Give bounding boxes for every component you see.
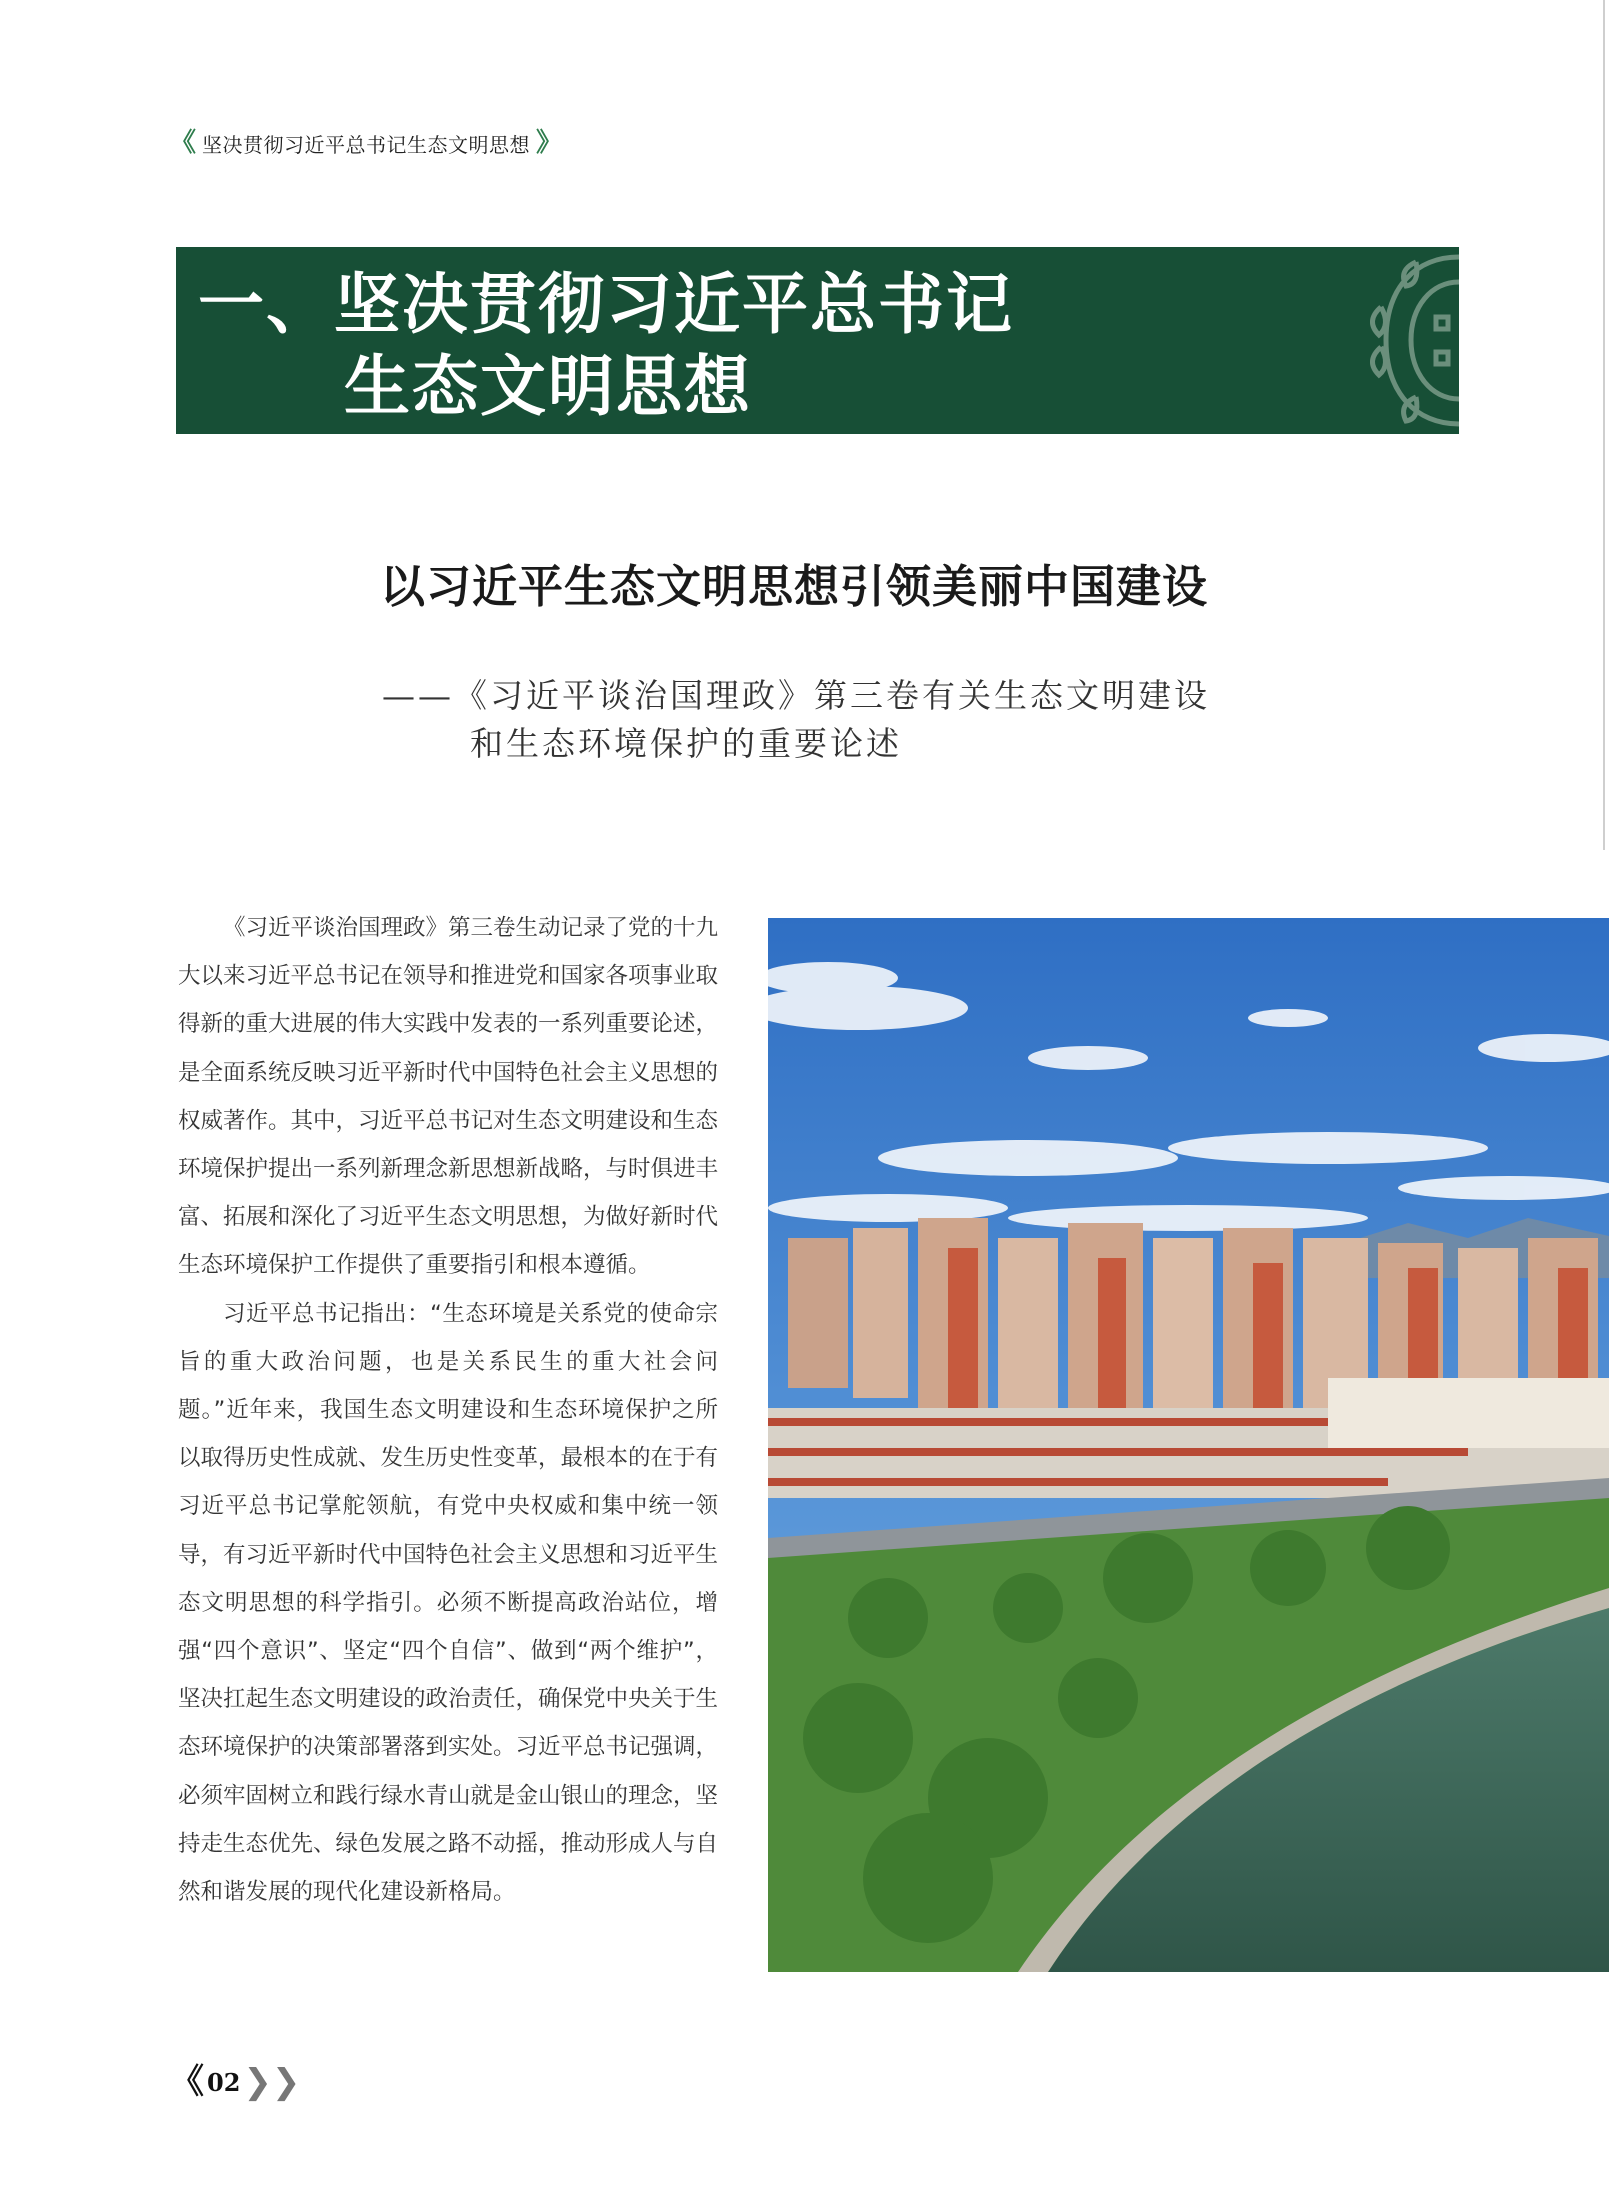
page-number-text: 02 [207, 2067, 241, 2097]
section-title-line1: 一、坚决贯彻习近平总书记 [198, 266, 1014, 343]
page-left-bracket: 《 [170, 2062, 204, 2102]
subtitle-line1: ——《习近平谈治国理政》第三卷有关生态文明建设 [382, 676, 1210, 715]
running-header-text: 坚决贯彻习近平总书记生态文明思想 [202, 132, 531, 157]
page-edge-line [1603, 0, 1605, 850]
left-bracket-mark: 《 [170, 128, 197, 158]
section-title-line2: 生态文明思想 [344, 348, 752, 425]
article-body [178, 904, 718, 1916]
body-paragraph: 《习近平谈治国理政》第三卷生动记录了党的十九大以来习近平总书记在领导和推进党和国家各项事业取得新的重大进展的伟大实践中发表的一系列重要论述，是全面系统反映习近平新时代中国特色社会主义思想的权威著作。其中，习近平总书记对生态文明建设和生态环境保护提出一系列新理念新思想新战略，与时俱进丰富、拓展和深化了习近平生态文明思想，为做好新时代生态环境保护工作提供了重要指引和根本遵循。 [178, 915, 719, 1279]
running-header [170, 128, 562, 158]
city-aerial-photo [768, 918, 1609, 1972]
page-number [170, 2062, 300, 2102]
article-title: 以习近平生态文明思想引领美丽中国建设 [380, 560, 1209, 613]
decorative-ornament-icon [1356, 247, 1459, 434]
subtitle-line2: 和生态环境保护的重要论述 [470, 724, 902, 763]
page-right-chevrons-icon: ❯❯ [243, 2062, 301, 2102]
body-paragraph: 习近平总书记指出：“生态环境是关系党的使命宗旨的重大政治问题，也是关系民生的重大社会问题。”近年来，我国生态文明建设和生态环境保护之所以取得历史性成就、发生历史性变革，最根本的在于有习近平总书记掌舵领航，有党中央权威和集中统一领导，有习近平新时代中国特色社会主义思想和习近平生态文明思想的科学指引。必须不断提高政治站位，增强“四个意识”、坚定“四个自信”、做到“两个维护”，坚决扛起生态文明建设的政治责任，确保党中央关于生态环境保护的决策部署落到实处。习近平总书记强调，必须牢固树立和践行绿水青山就是金山银山的理念，坚持走生态优先、绿色发展之路不动摇，推动形成人与自然和谐发展的现代化建设新格局。 [178, 1300, 719, 1906]
right-bracket-mark: 》 [536, 128, 563, 158]
article-subtitle [382, 672, 1210, 768]
section-banner [176, 247, 1459, 434]
